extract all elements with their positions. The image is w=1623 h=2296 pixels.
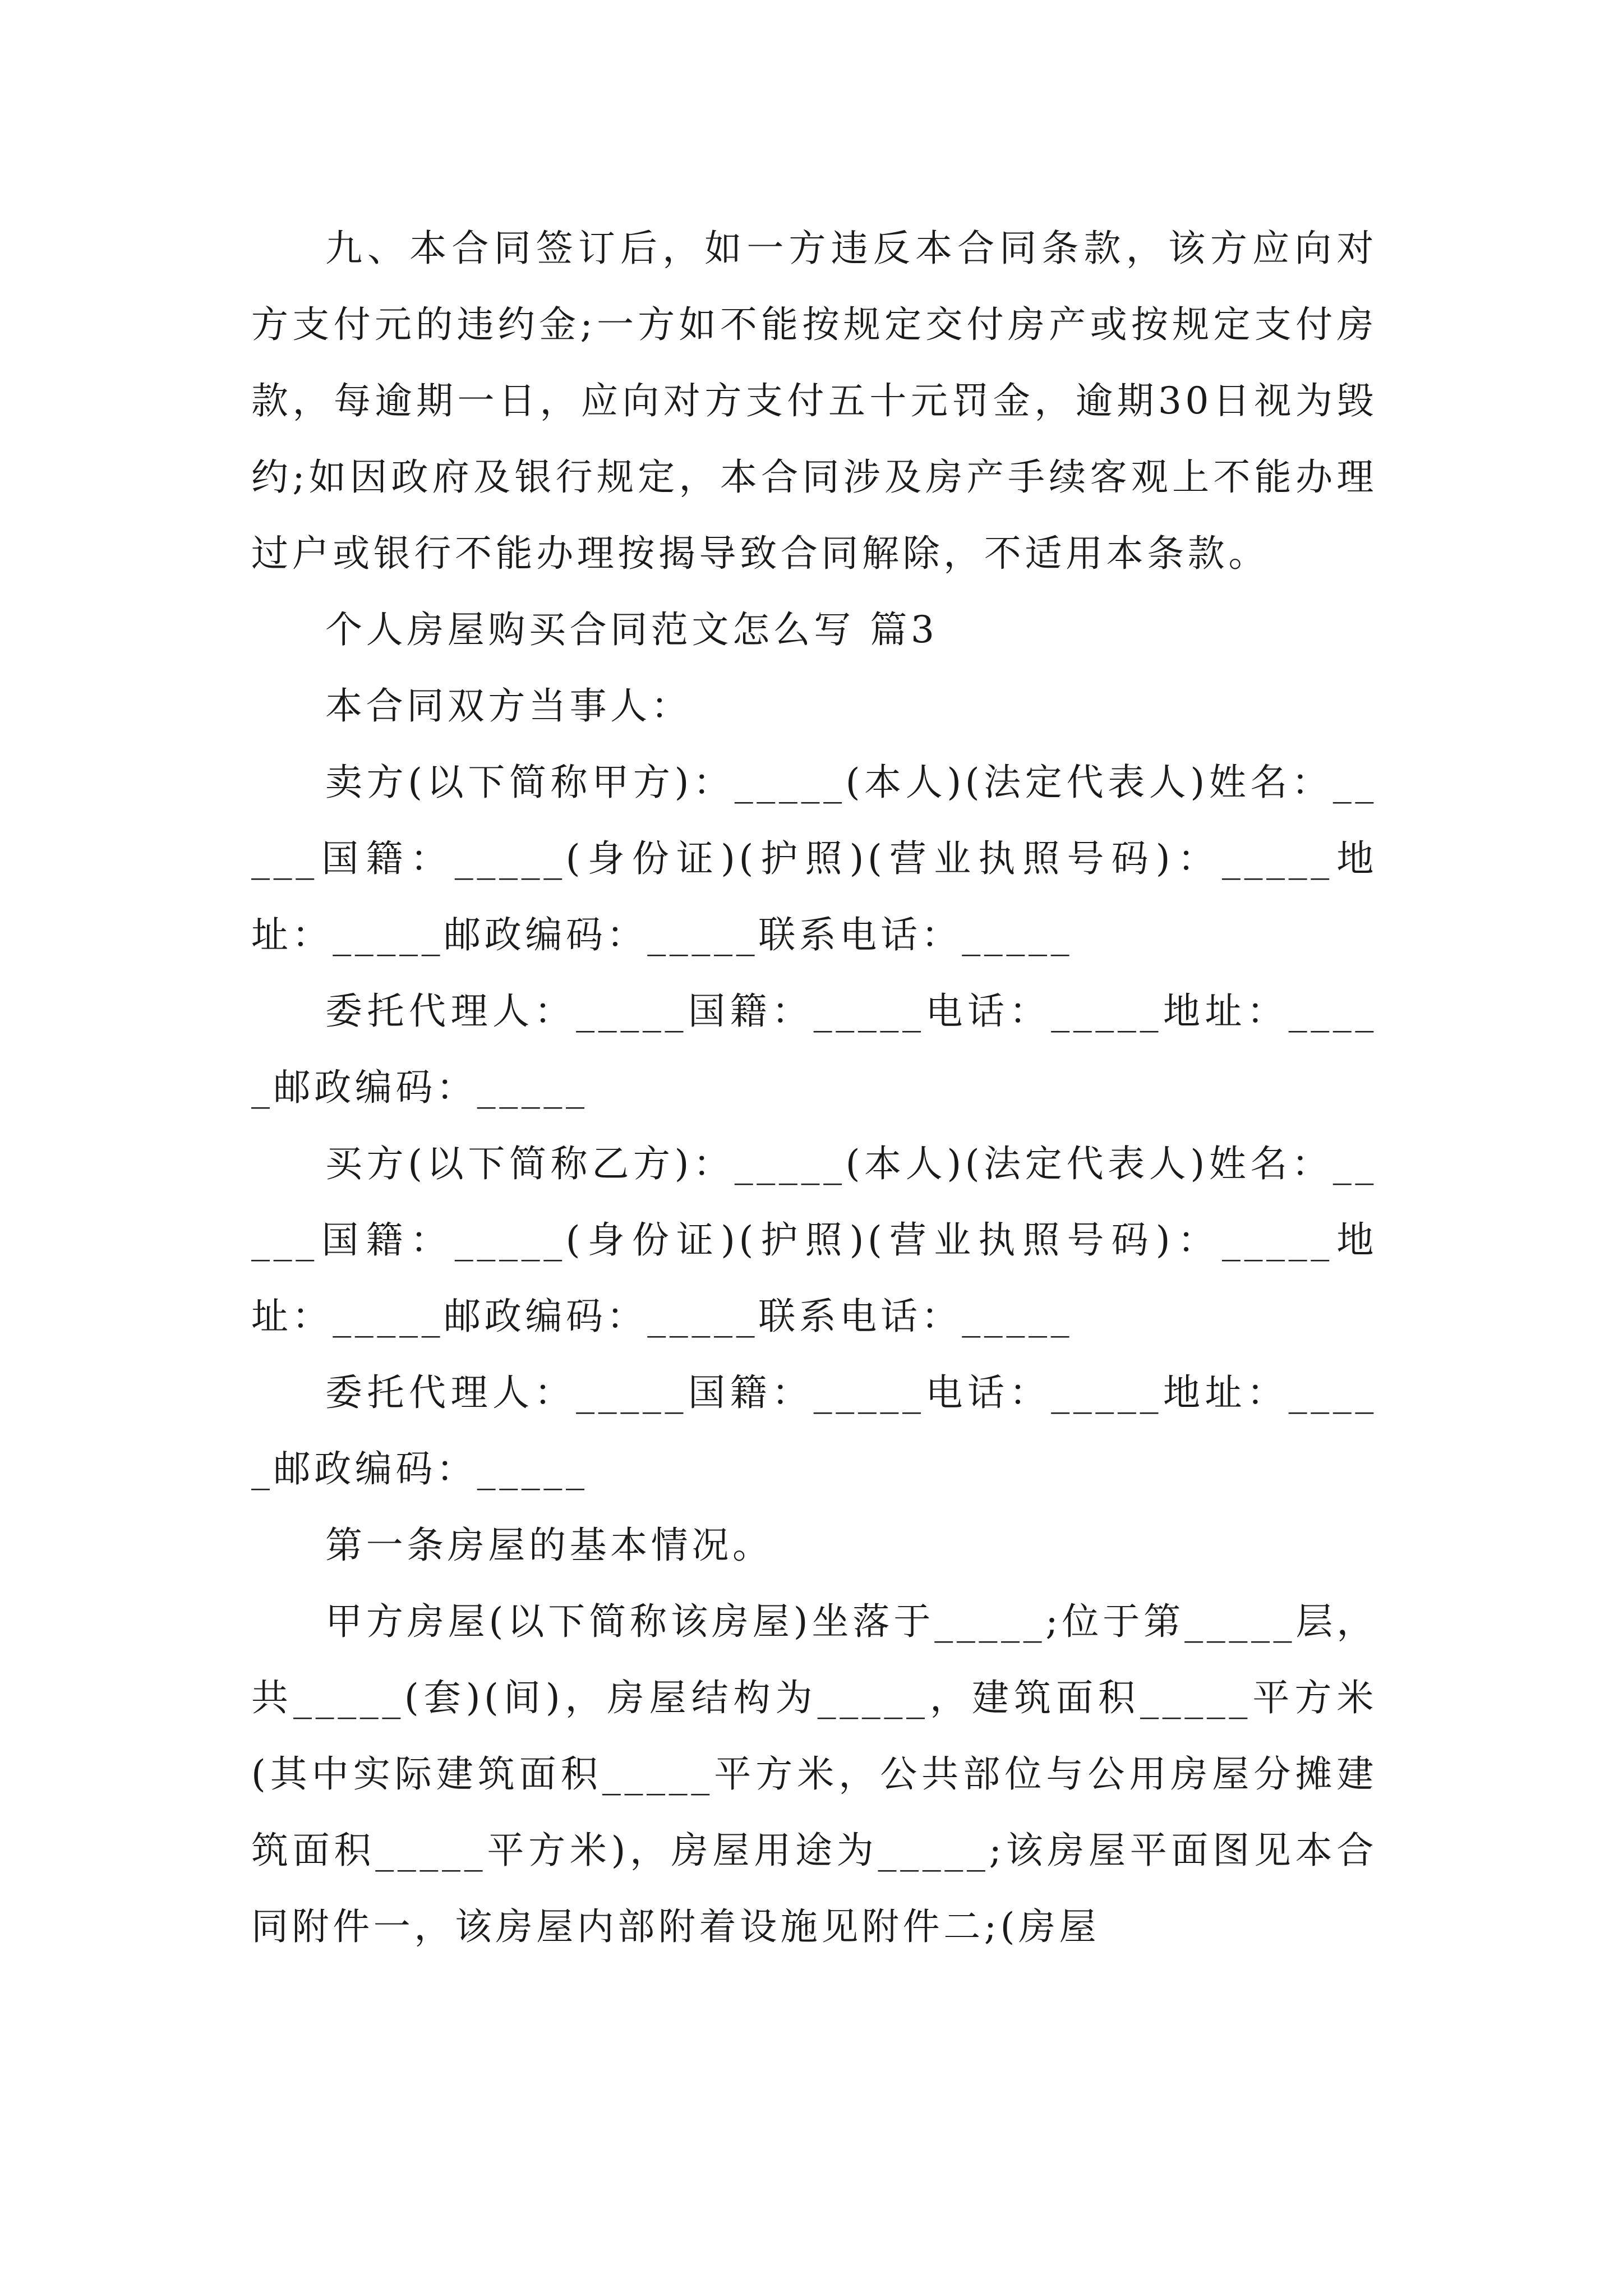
seller-agent-paragraph: 委托代理人：_____国籍：_____电话：_____地址：_____邮政编码：_____: [251, 990, 1377, 1109]
buyer-agent-paragraph: 委托代理人：_____国籍：_____电话：_____地址：_____邮政编码：_____: [251, 1371, 1377, 1490]
document-body: [251, 210, 1377, 1965]
buyer-info-paragraph: 买方(以下简称乙方)：_____(本人)(法定代表人)姓名：_____国籍：_____(身份证)(护照)(营业执照号码)：_____地址：_____邮政编码：_____联系电话：_____: [251, 1142, 1377, 1338]
parties-intro: 本合同双方当事人：: [325, 684, 692, 728]
section-heading: 个人房屋购买合同范文怎么写 篇3: [325, 608, 938, 651]
property-description-paragraph: 甲方房屋(以下简称该房屋)坐落于_____;位于第_____层，共_____(套)(间)，房屋结构为_____，建筑面积_____平方米(其中实际建筑面积_____平方米，公共部位与公用房屋分摊建筑面积_____平方米)，房屋用途为_____;该房屋平面图见本合同附件一，该房屋内部附着设施见附件二;(房屋: [251, 1600, 1377, 1948]
clause-nine-paragraph: 九、本合同签订后，如一方违反本合同条款，该方应向对方支付元的违约金;一方如不能按规定交付房产或按规定支付房款，每逾期一日，应向对方支付五十元罚金，逾期30日视为毁约;如因政府及银行规定，本合同涉及房产手续客观上不能办理过户或银行不能办理按揭导致合同解除，不适用本条款。: [251, 227, 1377, 575]
seller-info-paragraph: 卖方(以下简称甲方)：_____(本人)(法定代表人)姓名：_____国籍：_____(身份证)(护照)(营业执照号码)：_____地址：_____邮政编码：_____联系电话：_____: [251, 761, 1377, 956]
article-one-heading: 第一条房屋的基本情况。: [325, 1524, 773, 1567]
